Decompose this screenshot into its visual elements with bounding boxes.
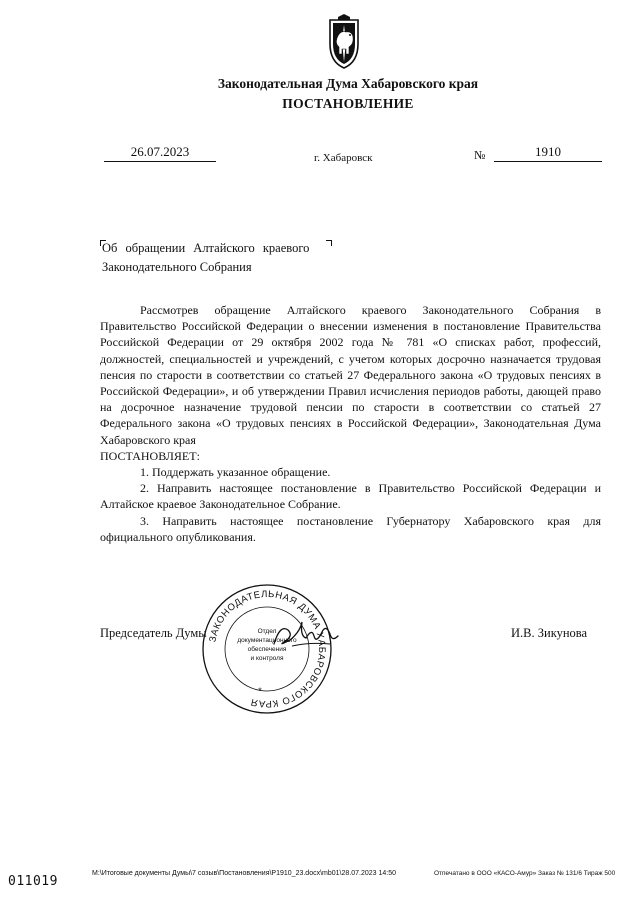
coat-of-arms-emblem xyxy=(324,14,364,72)
document-type: ПОСТАНОВЛЕНИЕ xyxy=(282,96,414,111)
footer-print-info: Отпечатано в ООО «КАСО-Амур» Заказ № 131/6 Тираж 500 xyxy=(434,870,616,877)
document-body xyxy=(100,302,601,545)
footer-file-path: M:\Итоговые документы Думы\7 созыв\Постановления\P1910_23.docx\mb01\28.07.2023 14:50 xyxy=(92,870,396,877)
signatory-title: Председатель Думы xyxy=(100,626,207,640)
document-subject xyxy=(102,239,309,277)
seal-center-line-2: документационного xyxy=(237,637,297,644)
seal-center-line-3: обеспечения xyxy=(247,646,287,653)
signatory-name: И.В. Зикунова xyxy=(511,626,588,640)
decree-word: ПОСТАНОВЛЯЕТ: xyxy=(100,448,200,463)
seal-ring-text: ЗАКОНОДАТЕЛЬНАЯ ДУМА ХАБАРОВСКОГО КРАЯ xyxy=(207,588,328,710)
seal-center-line-4: и контроля xyxy=(250,655,284,662)
preamble-paragraph: Рассмотрев обращение Алтайского краевого Законодательного Собрания в Правительство Российской Федерации о внесении изменения в постановление Правительства Российской Федерации от 29 октября 2002 года № 781 «О списках работ, профессий, должностей, специальностей и учреждений, с учетом которых досрочно назначается трудовая пенсия по старости в соответствии со статьей 27 Федерального закона «О трудовых пенсиях в Российской Федерации», и об утверждении Правил исчисления периодов работы, дающей право на досрочное назначение трудовой пенсии по старости в соответствии со статьей 27 Федерального закона «О трудовых пенсиях в Российской Федерации», Законодательная Дума Хабаровского края xyxy=(100,303,601,447)
document-date: 26.07.2023 xyxy=(104,144,216,162)
document-city: г. Хабаровск xyxy=(314,152,373,164)
document-number: 1910 xyxy=(494,144,602,162)
decree-item-1: 1. Поддержать указанное обращение. xyxy=(140,465,331,480)
seal-star: * xyxy=(258,686,262,696)
footer-document-code: 011019 xyxy=(8,874,58,889)
seal-center-line-1: Отдел xyxy=(257,628,277,635)
subject-bracket-right xyxy=(326,240,332,246)
decree-item-2: 2. Направить настоящее постановление в Правительство Российской Федерации и Алтайское краевое Законодательное Собрание. xyxy=(100,481,601,512)
number-sign: № xyxy=(474,148,486,162)
handwritten-signature xyxy=(270,614,342,654)
subject-line-2: Законодательного Собрания xyxy=(102,260,252,274)
subject-line-1: Об обращении Алтайского краевого xyxy=(102,241,310,255)
decree-item-3: 3. Направить настоящее постановление Губернатору Хабаровского края для официального опубликования. xyxy=(100,513,601,544)
organization-title: Законодательная Дума Хабаровского края xyxy=(217,76,479,91)
